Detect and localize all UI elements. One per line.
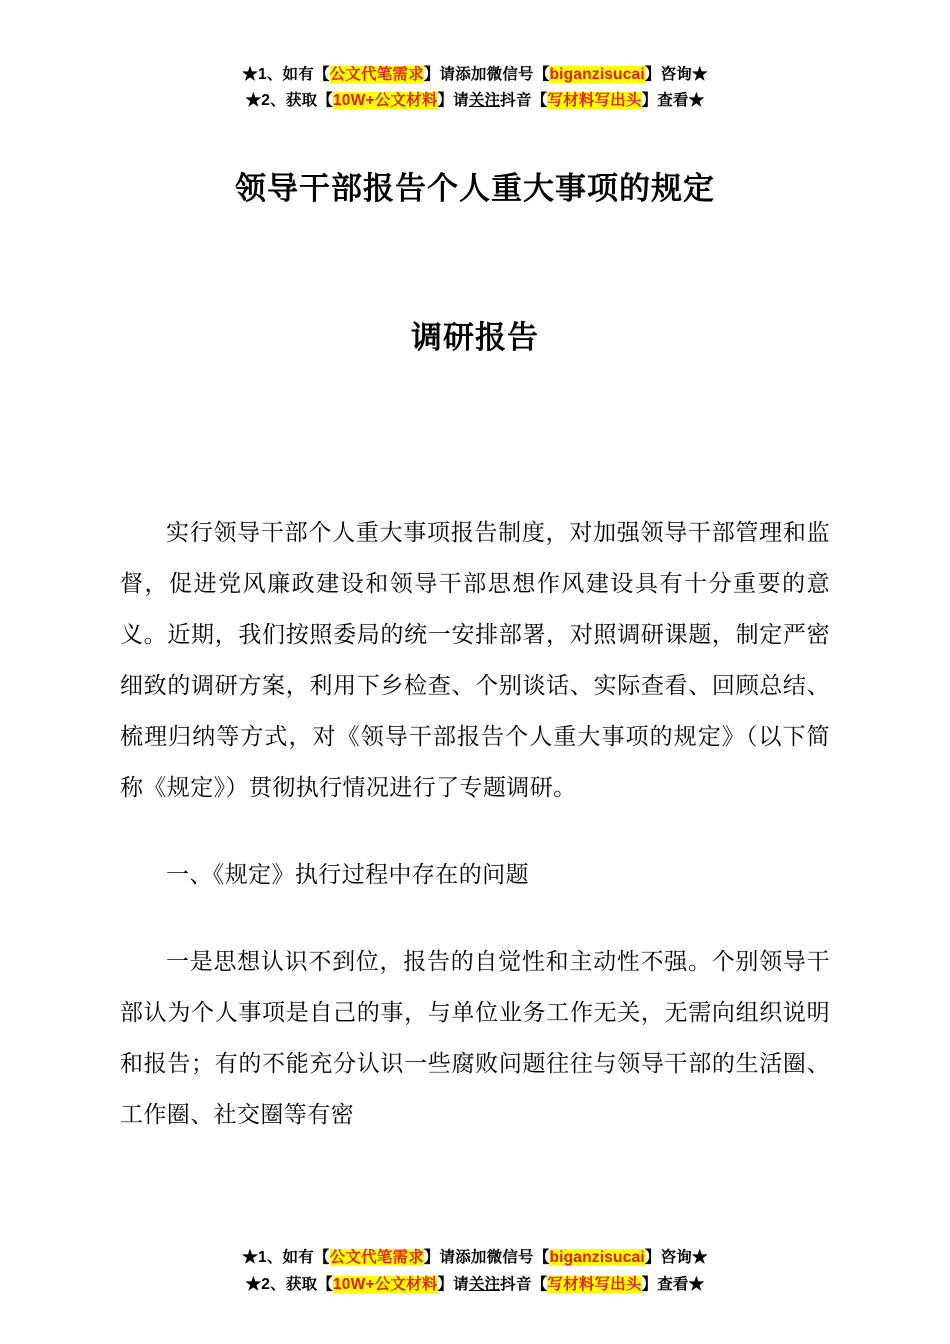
promo-text-run: 关注 [468,92,501,110]
promo-text-run: 】咨询★ [644,1249,708,1267]
promo-text-run: ★1、如有【 [242,1249,330,1267]
document-body [120,507,830,1140]
promo-text-run: 】请添加微信号【 [423,66,550,83]
page-title: 领导干部报告个人重大事项的规定 [235,170,715,206]
promo-text-run: 关注 [468,1275,501,1293]
promo-top-line-1 [120,62,830,88]
promo-text-run: 10W+公文材料 [332,1275,438,1293]
promo-top-line-2 [120,88,830,114]
section-heading-1: 一、《规定》执行过程中存在的问题 [166,860,529,887]
promo-text-run: 】请添加微信号【 [423,1249,550,1267]
promo-text-run: 写材料写出头 [547,1275,642,1293]
promo-banner-bottom [0,1245,950,1298]
promo-text-run: 公文代笔需求 [329,66,424,83]
paragraph-2: 一是思想认识不到位，报告的自觉性和主动性不强。个别领导干部认为个人事项是自己的事，与单位业务工作无关，无需向组织说明和报告；有的不能充分认识一些腐败问题往往与领导干部的生活圈、工作圈、社交圈等有密 [120,947,830,1127]
promo-text-run: 】请 [437,92,469,110]
promo-text-run: biganzisucai [549,1249,645,1267]
promo-text-run: 】咨询★ [644,66,708,83]
promo-text-run: 】查看★ [641,1275,705,1293]
promo-text-run: biganzisucai [549,66,645,83]
promo-text-run: 10W+公文材料 [332,92,438,110]
promo-bottom-line-2 [0,1272,950,1298]
promo-text-run: 】请 [437,1275,469,1293]
promo-text-run: 公文代笔需求 [329,1249,424,1267]
promo-text-run: 】查看★ [641,92,705,110]
promo-banner-top [120,0,830,115]
promo-text-run: 写材料写出头 [547,92,642,110]
paragraph-1: 实行领导干部个人重大事项报告制度，对加强领导干部管理和监督，促进党风廉政建设和领导干部思想作风建设具有十分重要的意义。近期，我们按照委局的统一安排部署，对照调研课题，制定严密细致的调研方案，利用下乡检查、个别谈话、实际查看、回顾总结、梳理归纳等方式，对《领导干部报告个人重大事项的规定》（以下简称《规定》）贯彻执行情况进行了专题调研。 [120,518,830,800]
promo-text-run: 抖音【 [500,92,548,110]
promo-text-run: ★2、获取【 [245,1275,333,1293]
promo-bottom-line-1 [0,1245,950,1271]
promo-text-run: 抖音【 [500,1275,548,1293]
page-subtitle: 调研报告 [411,319,539,355]
promo-text-run: ★1、如有【 [242,66,330,83]
promo-text-run: ★2、获取【 [245,92,333,110]
